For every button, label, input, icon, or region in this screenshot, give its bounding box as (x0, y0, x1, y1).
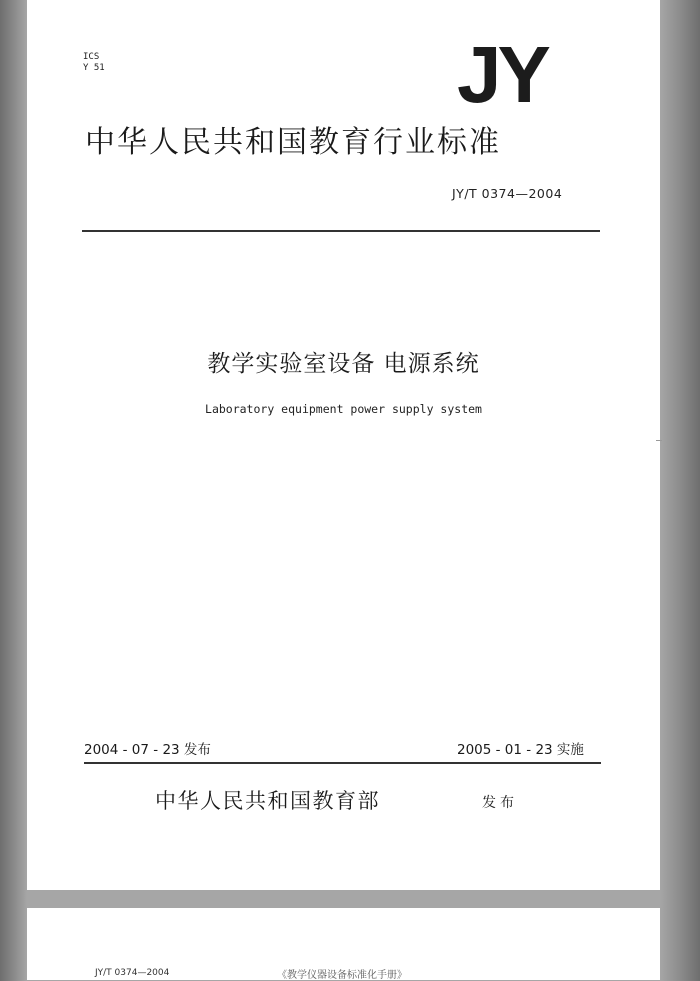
ics-code (83, 52, 105, 74)
scan-mark (656, 440, 662, 441)
issuing-authority: 中华人民共和国教育部 (155, 789, 380, 813)
top-divider (82, 230, 600, 232)
standard-code: JY/T 0374—2004 (452, 186, 563, 201)
jy-logo: JY (457, 30, 547, 119)
ics-label: ICS (83, 52, 100, 62)
document-page-1 (27, 0, 660, 890)
document-page-2 (27, 908, 660, 980)
bottom-divider (84, 762, 601, 764)
page-header-title: 《教学仪器设备标准化手册》 (277, 970, 407, 981)
implementation-date: 2005 - 01 - 23 实施 (457, 742, 584, 758)
document-title: 教学实验室设备 电源系统 (207, 351, 480, 377)
issuing-label: 发布 (482, 795, 518, 811)
document-title-english: Laboratory equipment power supply system (205, 402, 482, 416)
classification-code: Y 51 (83, 63, 105, 73)
standard-title: 中华人民共和国教育行业标准 (85, 125, 501, 160)
page-header-code: JY/T 0374—2004 (95, 968, 170, 978)
issue-date: 2004 - 07 - 23 发布 (84, 742, 211, 758)
